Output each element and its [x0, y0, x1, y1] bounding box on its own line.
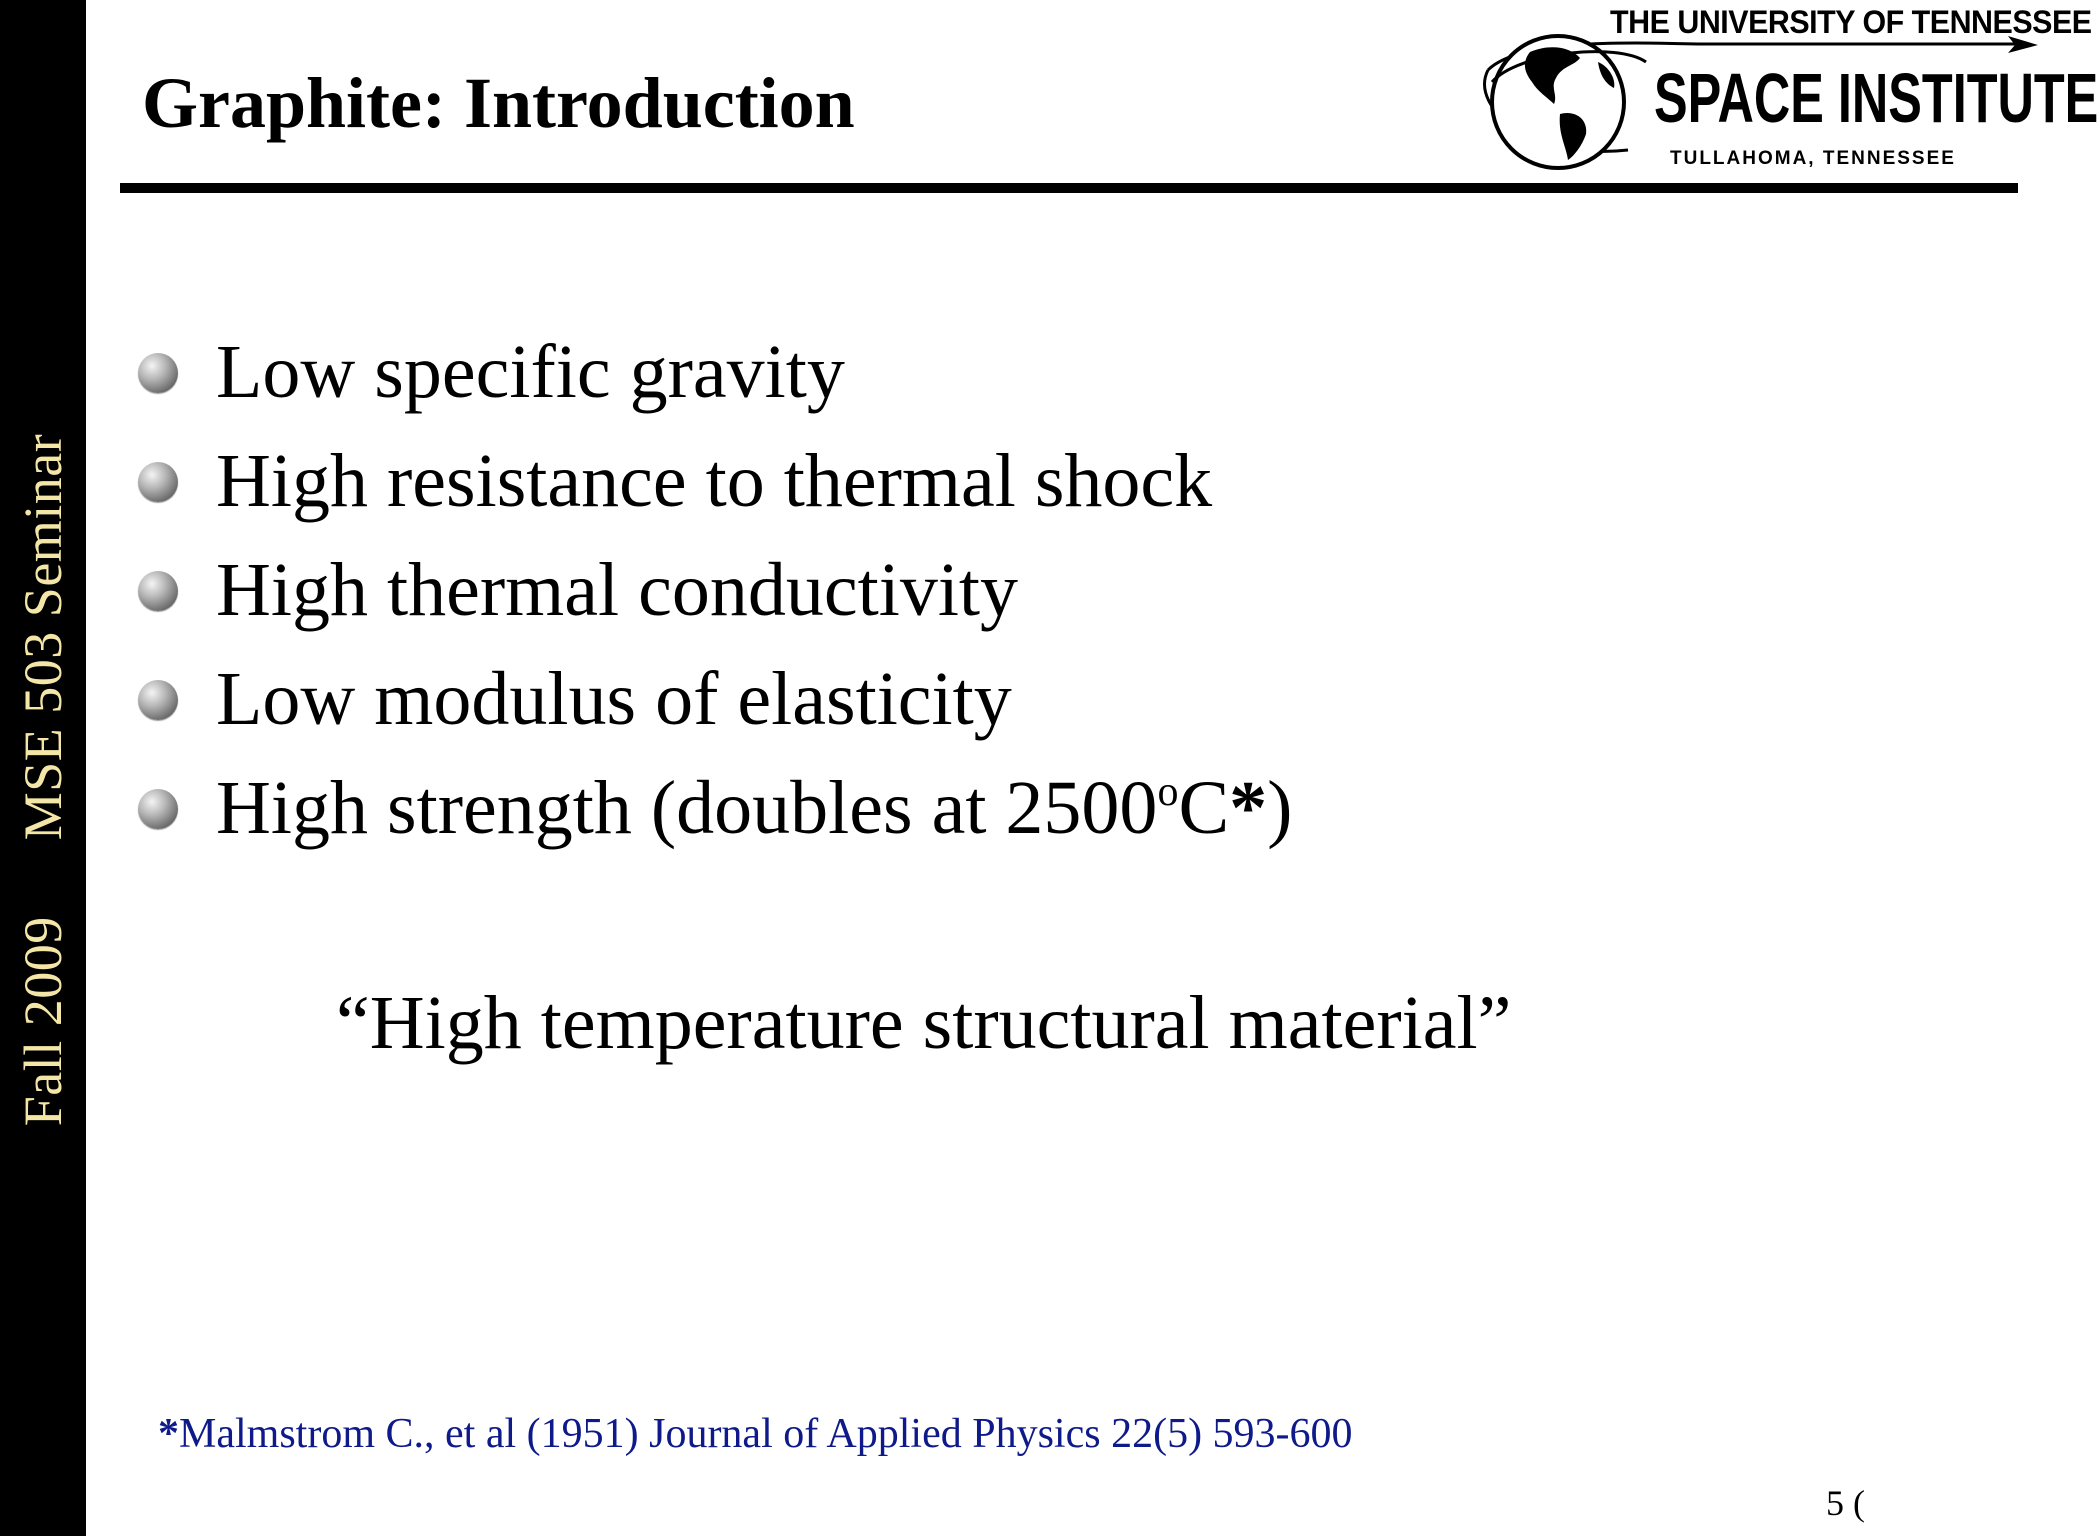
- bullet-item: [138, 427, 1292, 536]
- bullet-icon: [138, 462, 178, 502]
- bullet-text: [216, 765, 1292, 852]
- globe-orbit-icon: [1478, 22, 1648, 172]
- citation-text: Malmstrom C., et al (1951) Journal of Applied Physics 22(5) 593-600: [179, 1411, 1353, 1457]
- degree-superscript: o: [1157, 769, 1179, 815]
- quote-text: “High temperature structural material”: [336, 981, 1512, 1065]
- bullet-item: [138, 754, 1292, 863]
- sidebar: [0, 0, 86, 1536]
- bullet-icon: [138, 789, 178, 829]
- bullet-text: High resistance to thermal shock: [216, 439, 1213, 523]
- logo-location-text: TULLAHOMA, TENNESSEE: [1670, 148, 1956, 169]
- logo-university-text: THE UNIVERSITY OF TENNESSEE: [1610, 4, 2092, 40]
- sidebar-term: Fall 2009: [13, 916, 73, 1127]
- temperature-unit: C: [1178, 766, 1230, 850]
- institute-logo: [1478, 0, 2098, 180]
- sidebar-label: [12, 434, 74, 1127]
- bullet-item: [138, 536, 1292, 645]
- bullet-text: Low specific gravity: [216, 330, 845, 414]
- bullet-icon: [138, 353, 178, 393]
- bullet-text: Low modulus of elasticity: [216, 657, 1012, 741]
- bullet-list: [138, 318, 1292, 863]
- sidebar-course: MSE 503 Seminar: [13, 433, 73, 841]
- footnote-marker: *: [1229, 766, 1268, 850]
- bullet-text: High thermal conductivity: [216, 548, 1019, 632]
- bullet-icon: [138, 571, 178, 611]
- slide-title: Graphite: Introduction: [142, 63, 855, 143]
- bullet-text-end: ): [1267, 766, 1293, 850]
- logo-institute-text: SPACE INSTITUTE: [1654, 59, 2098, 137]
- footnote-citation: [158, 1410, 1353, 1458]
- bullet-item: [138, 318, 1292, 427]
- page-number: 5 (: [1826, 1483, 1865, 1523]
- title-divider: [120, 183, 2018, 193]
- bullet-icon: [138, 680, 178, 720]
- bullet-text-main: High strength (doubles at 2500: [216, 766, 1158, 850]
- bullet-item: [138, 645, 1292, 754]
- citation-marker: *: [158, 1411, 179, 1457]
